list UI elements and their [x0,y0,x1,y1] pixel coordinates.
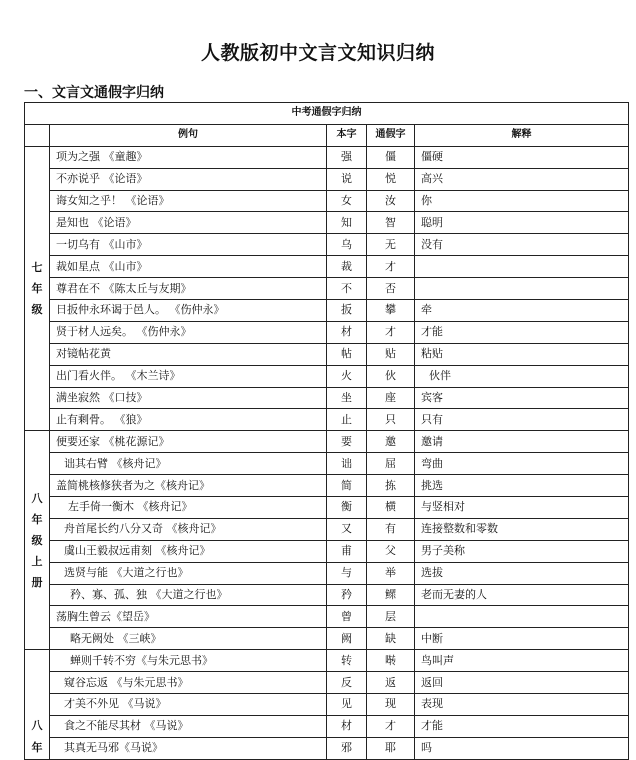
table-row [25,278,629,300]
example-cell: 略无阙处 《三峡》 [50,628,327,650]
original-char-cell: 不 [327,278,367,300]
explanation-cell: 吗 [415,737,629,759]
original-char-cell: 帖 [327,343,367,365]
explanation-cell: 只有 [415,409,629,431]
example-cell: 一切乌有 《山市》 [50,234,327,256]
original-char-cell: 说 [327,168,367,190]
variant-char-cell: 否 [367,278,415,300]
example-cell: 选贤与能 《大道之行也》 [50,562,327,584]
explanation-cell: 你 [415,190,629,212]
table-row [25,540,629,562]
variant-char-cell: 座 [367,387,415,409]
original-char-cell: 火 [327,365,367,387]
example-cell: 项为之强 《童趣》 [50,146,327,168]
original-char-cell: 坐 [327,387,367,409]
table-row [25,650,629,672]
original-char-cell: 邪 [327,737,367,759]
table-row [25,190,629,212]
original-char-cell: 强 [327,146,367,168]
example-cell: 荡胸生曾云《望岳》 [50,606,327,628]
example-cell: 便要还家 《桃花源记》 [50,431,327,453]
variant-char-cell: 僵 [367,146,415,168]
original-char-cell: 简 [327,475,367,497]
explanation-cell: 与竖相对 [415,497,629,519]
variant-char-cell: 无 [367,234,415,256]
explanation-cell: 中断 [415,628,629,650]
table-row [25,300,629,322]
original-char-cell: 与 [327,562,367,584]
table-row [25,343,629,365]
example-cell: 日扳仲永环谒于邑人。 《伤仲永》 [50,300,327,322]
original-char-cell: 又 [327,518,367,540]
example-cell: 不亦说乎 《论语》 [50,168,327,190]
example-cell: 诲女知之乎！ 《论语》 [50,190,327,212]
tongjiazi-table [24,102,629,760]
explanation-cell: 返回 [415,672,629,694]
header-example: 例句 [50,124,327,146]
explanation-cell: 男子美称 [415,540,629,562]
table-row [25,606,629,628]
grade-label-8-lower: 八 年 [25,650,50,759]
table-row [25,409,629,431]
original-char-cell: 裁 [327,256,367,278]
table-row [25,715,629,737]
example-cell: 左手倚一衡木 《核舟记》 [50,497,327,519]
example-cell: 裁如星点 《山市》 [50,256,327,278]
grade-label-8-upper: 八 年 级 上 册 [25,431,50,650]
table-row [25,737,629,759]
original-char-cell: 女 [327,190,367,212]
original-char-cell: 见 [327,694,367,716]
explanation-cell: 选拔 [415,562,629,584]
original-char-cell: 知 [327,212,367,234]
original-char-cell: 材 [327,715,367,737]
variant-char-cell: 拣 [367,475,415,497]
example-cell: 出门看火伴。 《木兰诗》 [50,365,327,387]
header-explanation: 解释 [415,124,629,146]
variant-char-cell: 贴 [367,343,415,365]
example-cell: 止有剩骨。 《狼》 [50,409,327,431]
explanation-cell: 聪明 [415,212,629,234]
example-cell: 诎其右臂 《核舟记》 [50,453,327,475]
explanation-cell: 高兴 [415,168,629,190]
variant-char-cell: 屈 [367,453,415,475]
original-char-cell: 诎 [327,453,367,475]
example-cell: 尊君在不 《陈太丘与友期》 [50,278,327,300]
header-variant-char: 通假字 [367,124,415,146]
example-cell: 食之不能尽其材 《马说》 [50,715,327,737]
original-char-cell: 衡 [327,497,367,519]
table-caption-row [25,103,629,125]
table-row [25,256,629,278]
example-cell: 矜、寡、孤、独 《大道之行也》 [50,584,327,606]
example-cell: 才美不外见 《马说》 [50,694,327,716]
table-row [25,628,629,650]
table-row [25,387,629,409]
explanation-cell: 没有 [415,234,629,256]
variant-char-cell: 举 [367,562,415,584]
original-char-cell: 曾 [327,606,367,628]
header-original-char: 本字 [327,124,367,146]
explanation-cell: 粘贴 [415,343,629,365]
example-cell: 其真无马邪《马说》 [50,737,327,759]
explanation-cell: 鸟叫声 [415,650,629,672]
variant-char-cell: 横 [367,497,415,519]
section-heading: 一、文言文通假字归纳 [24,85,164,101]
document-title: 人教版初中文言文知识归纳 [200,42,435,64]
table-row [25,672,629,694]
example-cell: 蝉则千转不穷《与朱元思书》 [50,650,327,672]
explanation-cell [415,256,629,278]
variant-char-cell: 只 [367,409,415,431]
table-row [25,453,629,475]
example-cell: 舟首尾长约八分又奇 《核舟记》 [50,518,327,540]
example-cell: 对镜帖花黄 [50,343,327,365]
explanation-cell [415,606,629,628]
variant-char-cell: 缺 [367,628,415,650]
explanation-cell: 挑选 [415,475,629,497]
table-row [25,475,629,497]
table-row [25,212,629,234]
variant-char-cell: 返 [367,672,415,694]
variant-char-cell: 层 [367,606,415,628]
example-cell: 是知也 《论语》 [50,212,327,234]
original-char-cell: 甫 [327,540,367,562]
explanation-cell [415,278,629,300]
variant-char-cell: 悦 [367,168,415,190]
variant-char-cell: 智 [367,212,415,234]
original-char-cell: 止 [327,409,367,431]
table-caption: 中考通假字归纳 [25,103,629,125]
original-char-cell: 材 [327,321,367,343]
explanation-cell: 牵 [415,300,629,322]
explanation-cell: 连接整数和零数 [415,518,629,540]
variant-char-cell: 才 [367,321,415,343]
table-row [25,146,629,168]
table-row [25,562,629,584]
variant-char-cell: 父 [367,540,415,562]
variant-char-cell: 邀 [367,431,415,453]
example-cell: 虞山王毅叔远甫刻 《核舟记》 [50,540,327,562]
variant-char-cell: 伙 [367,365,415,387]
table-row [25,497,629,519]
variant-char-cell: 汝 [367,190,415,212]
explanation-cell: 宾客 [415,387,629,409]
variant-char-cell: 攀 [367,300,415,322]
original-char-cell: 转 [327,650,367,672]
table-row [25,694,629,716]
table-header-row [25,124,629,146]
example-cell: 贤于材人远矣。 《伤仲永》 [50,321,327,343]
table-row [25,518,629,540]
original-char-cell: 矜 [327,584,367,606]
explanation-cell: 才能 [415,715,629,737]
explanation-cell: 邀请 [415,431,629,453]
variant-char-cell: 鳏 [367,584,415,606]
table-row [25,321,629,343]
explanation-cell: 表现 [415,694,629,716]
variant-char-cell: 才 [367,256,415,278]
variant-char-cell: 耶 [367,737,415,759]
example-cell: 满坐寂然 《口技》 [50,387,327,409]
explanation-cell: 伙伴 [415,365,629,387]
explanation-cell: 弯曲 [415,453,629,475]
explanation-cell: 僵硬 [415,146,629,168]
original-char-cell: 要 [327,431,367,453]
table-row [25,168,629,190]
original-char-cell: 阙 [327,628,367,650]
explanation-cell: 才能 [415,321,629,343]
header-grade-cell [25,124,50,146]
example-cell: 窥谷忘返 《与朱元思书》 [50,672,327,694]
variant-char-cell: 啭 [367,650,415,672]
table-row [25,234,629,256]
table-row [25,431,629,453]
explanation-cell: 老而无妻的人 [415,584,629,606]
original-char-cell: 反 [327,672,367,694]
table-row [25,365,629,387]
table-row [25,584,629,606]
grade-label-7: 七 年 级 [25,146,50,431]
variant-char-cell: 现 [367,694,415,716]
example-cell: 盖简桃核修狭者为之《核舟记》 [50,475,327,497]
original-char-cell: 乌 [327,234,367,256]
variant-char-cell: 有 [367,518,415,540]
original-char-cell: 扳 [327,300,367,322]
variant-char-cell: 才 [367,715,415,737]
